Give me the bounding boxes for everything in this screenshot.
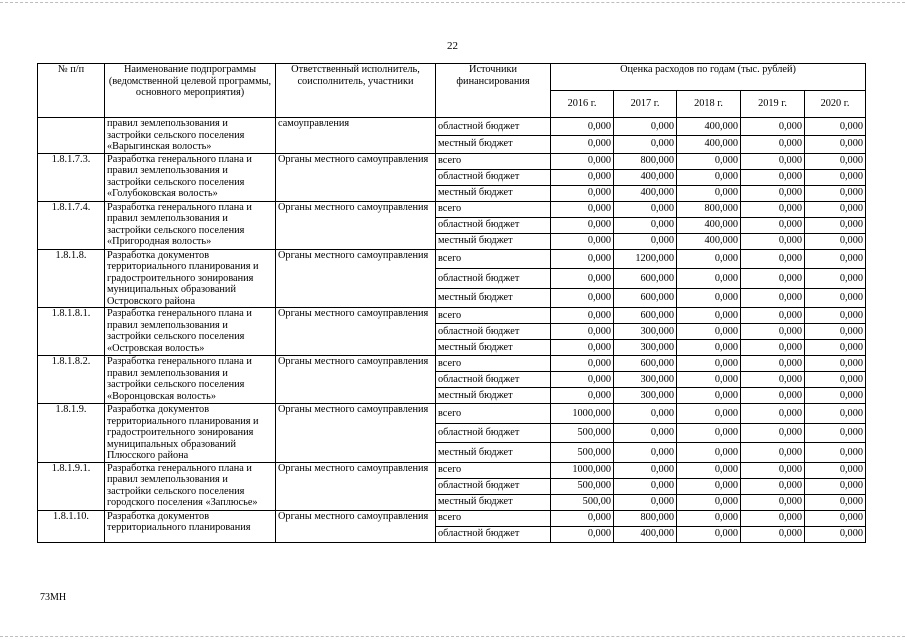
row-code: 1.8.1.10.	[38, 510, 105, 542]
row-source: областной бюджет	[436, 324, 551, 340]
row-source: областной бюджет	[436, 478, 551, 494]
row-code	[38, 118, 105, 154]
row-value: 0,000	[677, 510, 741, 526]
row-value: 0,000	[677, 288, 741, 308]
table-row	[38, 404, 866, 424]
row-name: Разработка документов территориального планирования	[105, 510, 276, 542]
table-row	[38, 356, 866, 372]
table-row	[38, 249, 866, 269]
row-value: 0,000	[551, 324, 614, 340]
row-value: 0,000	[551, 217, 614, 233]
row-name: Разработка генерального плана и правил землепользования и застройки сельского поселения «Пригородная волость»	[105, 201, 276, 249]
row-value: 0,000	[614, 423, 677, 443]
row-value: 0,000	[741, 153, 805, 169]
header-no: № п/п	[38, 64, 105, 118]
table-row	[38, 118, 866, 136]
row-value: 0,000	[805, 462, 866, 478]
row-value: 0,000	[741, 201, 805, 217]
row-value: 0,000	[741, 462, 805, 478]
header-name: Наименование подпрограммы (ведомственной целевой программы, основного мероприятия)	[105, 64, 276, 118]
row-value: 300,000	[614, 388, 677, 404]
row-source: всего	[436, 356, 551, 372]
row-value: 0,000	[805, 308, 866, 324]
row-value: 0,000	[805, 135, 866, 153]
row-source: областной бюджет	[436, 269, 551, 289]
row-value: 0,000	[677, 308, 741, 324]
row-value: 0,000	[805, 340, 866, 356]
table-row	[38, 201, 866, 217]
header-row	[38, 64, 866, 91]
row-value: 0,000	[741, 478, 805, 494]
row-source: местный бюджет	[436, 185, 551, 201]
row-value: 0,000	[741, 118, 805, 136]
row-value: 0,000	[551, 269, 614, 289]
row-value: 0,000	[614, 443, 677, 463]
row-source: областной бюджет	[436, 169, 551, 185]
row-name: Разработка генерального плана и правил землепользования и застройки сельского поселения «Островская волость»	[105, 308, 276, 356]
row-value: 0,000	[741, 388, 805, 404]
row-value: 500,00	[551, 494, 614, 510]
row-value: 0,000	[805, 153, 866, 169]
row-responsible: Органы местного самоуправления	[276, 510, 436, 542]
row-value: 300,000	[614, 324, 677, 340]
row-source: областной бюджет	[436, 423, 551, 443]
row-source: местный бюджет	[436, 443, 551, 463]
row-value: 400,000	[614, 526, 677, 542]
row-source: всего	[436, 462, 551, 478]
row-value: 0,000	[677, 372, 741, 388]
row-value: 0,000	[551, 185, 614, 201]
row-value: 0,000	[551, 340, 614, 356]
row-value: 0,000	[551, 249, 614, 269]
row-value: 0,000	[805, 169, 866, 185]
row-value: 0,000	[741, 340, 805, 356]
row-value: 0,000	[677, 269, 741, 289]
row-value: 0,000	[741, 135, 805, 153]
header-year: 2019 г.	[741, 91, 805, 118]
row-value: 300,000	[614, 340, 677, 356]
table-row	[38, 510, 866, 526]
row-source: всего	[436, 249, 551, 269]
row-value: 0,000	[805, 443, 866, 463]
row-value: 0,000	[614, 118, 677, 136]
row-source: областной бюджет	[436, 526, 551, 542]
row-value: 400,000	[677, 217, 741, 233]
row-value: 0,000	[805, 324, 866, 340]
row-value: 0,000	[614, 201, 677, 217]
row-responsible: Органы местного самоуправления	[276, 153, 436, 201]
row-value: 0,000	[551, 135, 614, 153]
budget-table	[37, 63, 866, 543]
row-value: 500,000	[551, 423, 614, 443]
row-source: всего	[436, 153, 551, 169]
row-code: 1.8.1.8.	[38, 249, 105, 308]
row-value: 0,000	[741, 324, 805, 340]
row-value: 0,000	[614, 494, 677, 510]
row-value: 1000,000	[551, 462, 614, 478]
row-code: 1.8.1.8.1.	[38, 308, 105, 356]
row-name: правил землепользования и застройки сельского поселения «Варыгинская волость»	[105, 118, 276, 154]
row-code: 1.8.1.9.	[38, 404, 105, 463]
row-value: 0,000	[805, 217, 866, 233]
row-value: 0,000	[677, 340, 741, 356]
row-value: 800,000	[614, 153, 677, 169]
row-value: 0,000	[805, 118, 866, 136]
row-code: 1.8.1.8.2.	[38, 356, 105, 404]
row-name: Разработка документов территориального планирования и градостроительного зонирования муниципальных образований Плюсского района	[105, 404, 276, 463]
row-value: 500,000	[551, 478, 614, 494]
table-row	[38, 308, 866, 324]
row-responsible: Органы местного самоуправления	[276, 462, 436, 510]
budget-table-body	[38, 118, 866, 543]
header-estimate: Оценка расходов по годам (тыс. рублей)	[551, 64, 866, 91]
row-value: 0,000	[677, 249, 741, 269]
row-value: 0,000	[805, 185, 866, 201]
row-value: 0,000	[805, 249, 866, 269]
row-value: 0,000	[741, 308, 805, 324]
row-value: 0,000	[805, 478, 866, 494]
row-code: 1.8.1.7.3.	[38, 153, 105, 201]
row-value: 0,000	[741, 526, 805, 542]
row-name: Разработка генерального плана и правил землепользования и застройки сельского поселения городского поселения «Заплюсье»	[105, 462, 276, 510]
row-value: 0,000	[677, 388, 741, 404]
row-source: всего	[436, 510, 551, 526]
row-value: 0,000	[614, 233, 677, 249]
row-value: 0,000	[677, 423, 741, 443]
row-value: 0,000	[741, 288, 805, 308]
row-value: 0,000	[805, 423, 866, 443]
row-value: 0,000	[551, 233, 614, 249]
row-source: местный бюджет	[436, 494, 551, 510]
row-value: 0,000	[677, 478, 741, 494]
row-responsible: Органы местного самоуправления	[276, 356, 436, 404]
row-value: 0,000	[741, 356, 805, 372]
table-row	[38, 153, 866, 169]
row-value: 0,000	[677, 494, 741, 510]
row-value: 0,000	[677, 324, 741, 340]
row-value: 500,000	[551, 443, 614, 463]
scan-edge-bottom	[0, 636, 905, 637]
row-value: 0,000	[677, 526, 741, 542]
page-number: 22	[447, 40, 458, 52]
row-source: местный бюджет	[436, 135, 551, 153]
row-value: 0,000	[551, 308, 614, 324]
scan-edge-top	[0, 2, 905, 3]
row-value: 0,000	[805, 388, 866, 404]
row-value: 0,000	[741, 423, 805, 443]
row-value: 800,000	[614, 510, 677, 526]
row-responsible: самоуправления	[276, 118, 436, 154]
row-source: местный бюджет	[436, 288, 551, 308]
row-value: 0,000	[741, 185, 805, 201]
row-value: 0,000	[614, 135, 677, 153]
row-value: 0,000	[551, 388, 614, 404]
row-value: 0,000	[677, 153, 741, 169]
footer-mark: 73МН	[40, 592, 67, 603]
row-value: 0,000	[614, 478, 677, 494]
row-value: 0,000	[741, 494, 805, 510]
row-value: 0,000	[805, 356, 866, 372]
row-value: 0,000	[741, 269, 805, 289]
row-value: 0,000	[614, 462, 677, 478]
row-value: 0,000	[551, 356, 614, 372]
row-source: местный бюджет	[436, 233, 551, 249]
row-value: 400,000	[614, 185, 677, 201]
header-year: 2020 г.	[805, 91, 866, 118]
row-value: 600,000	[614, 356, 677, 372]
header-responsible: Ответственный исполнитель, соисполнитель, участники	[276, 64, 436, 118]
row-value: 600,000	[614, 308, 677, 324]
row-value: 0,000	[677, 462, 741, 478]
row-source: всего	[436, 404, 551, 424]
row-value: 1000,000	[551, 404, 614, 424]
row-value: 400,000	[614, 169, 677, 185]
row-source: областной бюджет	[436, 217, 551, 233]
row-value: 0,000	[677, 169, 741, 185]
row-value: 600,000	[614, 269, 677, 289]
row-value: 400,000	[677, 118, 741, 136]
row-responsible: Органы местного самоуправления	[276, 404, 436, 463]
header-sources: Источники финансирования	[436, 64, 551, 118]
row-value: 0,000	[551, 510, 614, 526]
row-value: 0,000	[741, 404, 805, 424]
row-value: 0,000	[805, 494, 866, 510]
header-year: 2018 г.	[677, 91, 741, 118]
row-value: 0,000	[677, 404, 741, 424]
row-value: 0,000	[741, 217, 805, 233]
row-value: 0,000	[805, 201, 866, 217]
row-name: Разработка документов территориального планирования и градостроительного зонирования муниципальных образований Островского района	[105, 249, 276, 308]
row-value: 0,000	[805, 404, 866, 424]
table-row	[38, 462, 866, 478]
header-year: 2016 г.	[551, 91, 614, 118]
row-code: 1.8.1.7.4.	[38, 201, 105, 249]
row-responsible: Органы местного самоуправления	[276, 201, 436, 249]
row-value: 0,000	[741, 510, 805, 526]
row-value: 0,000	[551, 118, 614, 136]
row-name: Разработка генерального плана и правил землепользования и застройки сельского поселения «Воронцовская волость»	[105, 356, 276, 404]
row-value: 0,000	[741, 372, 805, 388]
row-value: 0,000	[551, 169, 614, 185]
row-value: 0,000	[805, 233, 866, 249]
row-code: 1.8.1.9.1.	[38, 462, 105, 510]
row-name: Разработка генерального плана и правил землепользования и застройки сельского поселения «Голубоковская волость»	[105, 153, 276, 201]
row-value: 0,000	[551, 526, 614, 542]
row-value: 0,000	[551, 201, 614, 217]
row-value: 0,000	[805, 288, 866, 308]
row-source: всего	[436, 308, 551, 324]
row-value: 0,000	[551, 372, 614, 388]
row-source: всего	[436, 201, 551, 217]
row-value: 400,000	[677, 135, 741, 153]
row-value: 0,000	[551, 153, 614, 169]
row-value: 0,000	[677, 185, 741, 201]
row-value: 0,000	[614, 217, 677, 233]
row-value: 0,000	[614, 404, 677, 424]
row-responsible: Органы местного самоуправления	[276, 308, 436, 356]
row-value: 800,000	[677, 201, 741, 217]
row-value: 600,000	[614, 288, 677, 308]
row-value: 1200,000	[614, 249, 677, 269]
row-source: местный бюджет	[436, 388, 551, 404]
row-source: областной бюджет	[436, 118, 551, 136]
row-value: 0,000	[805, 510, 866, 526]
row-value: 0,000	[551, 288, 614, 308]
row-value: 0,000	[741, 249, 805, 269]
row-responsible: Органы местного самоуправления	[276, 249, 436, 308]
row-value: 0,000	[741, 443, 805, 463]
header-year: 2017 г.	[614, 91, 677, 118]
row-value: 0,000	[741, 233, 805, 249]
row-value: 300,000	[614, 372, 677, 388]
row-source: областной бюджет	[436, 372, 551, 388]
row-value: 0,000	[677, 356, 741, 372]
row-source: местный бюджет	[436, 340, 551, 356]
row-value: 0,000	[805, 526, 866, 542]
row-value: 0,000	[677, 443, 741, 463]
row-value: 0,000	[805, 372, 866, 388]
row-value: 0,000	[805, 269, 866, 289]
row-value: 400,000	[677, 233, 741, 249]
row-value: 0,000	[741, 169, 805, 185]
